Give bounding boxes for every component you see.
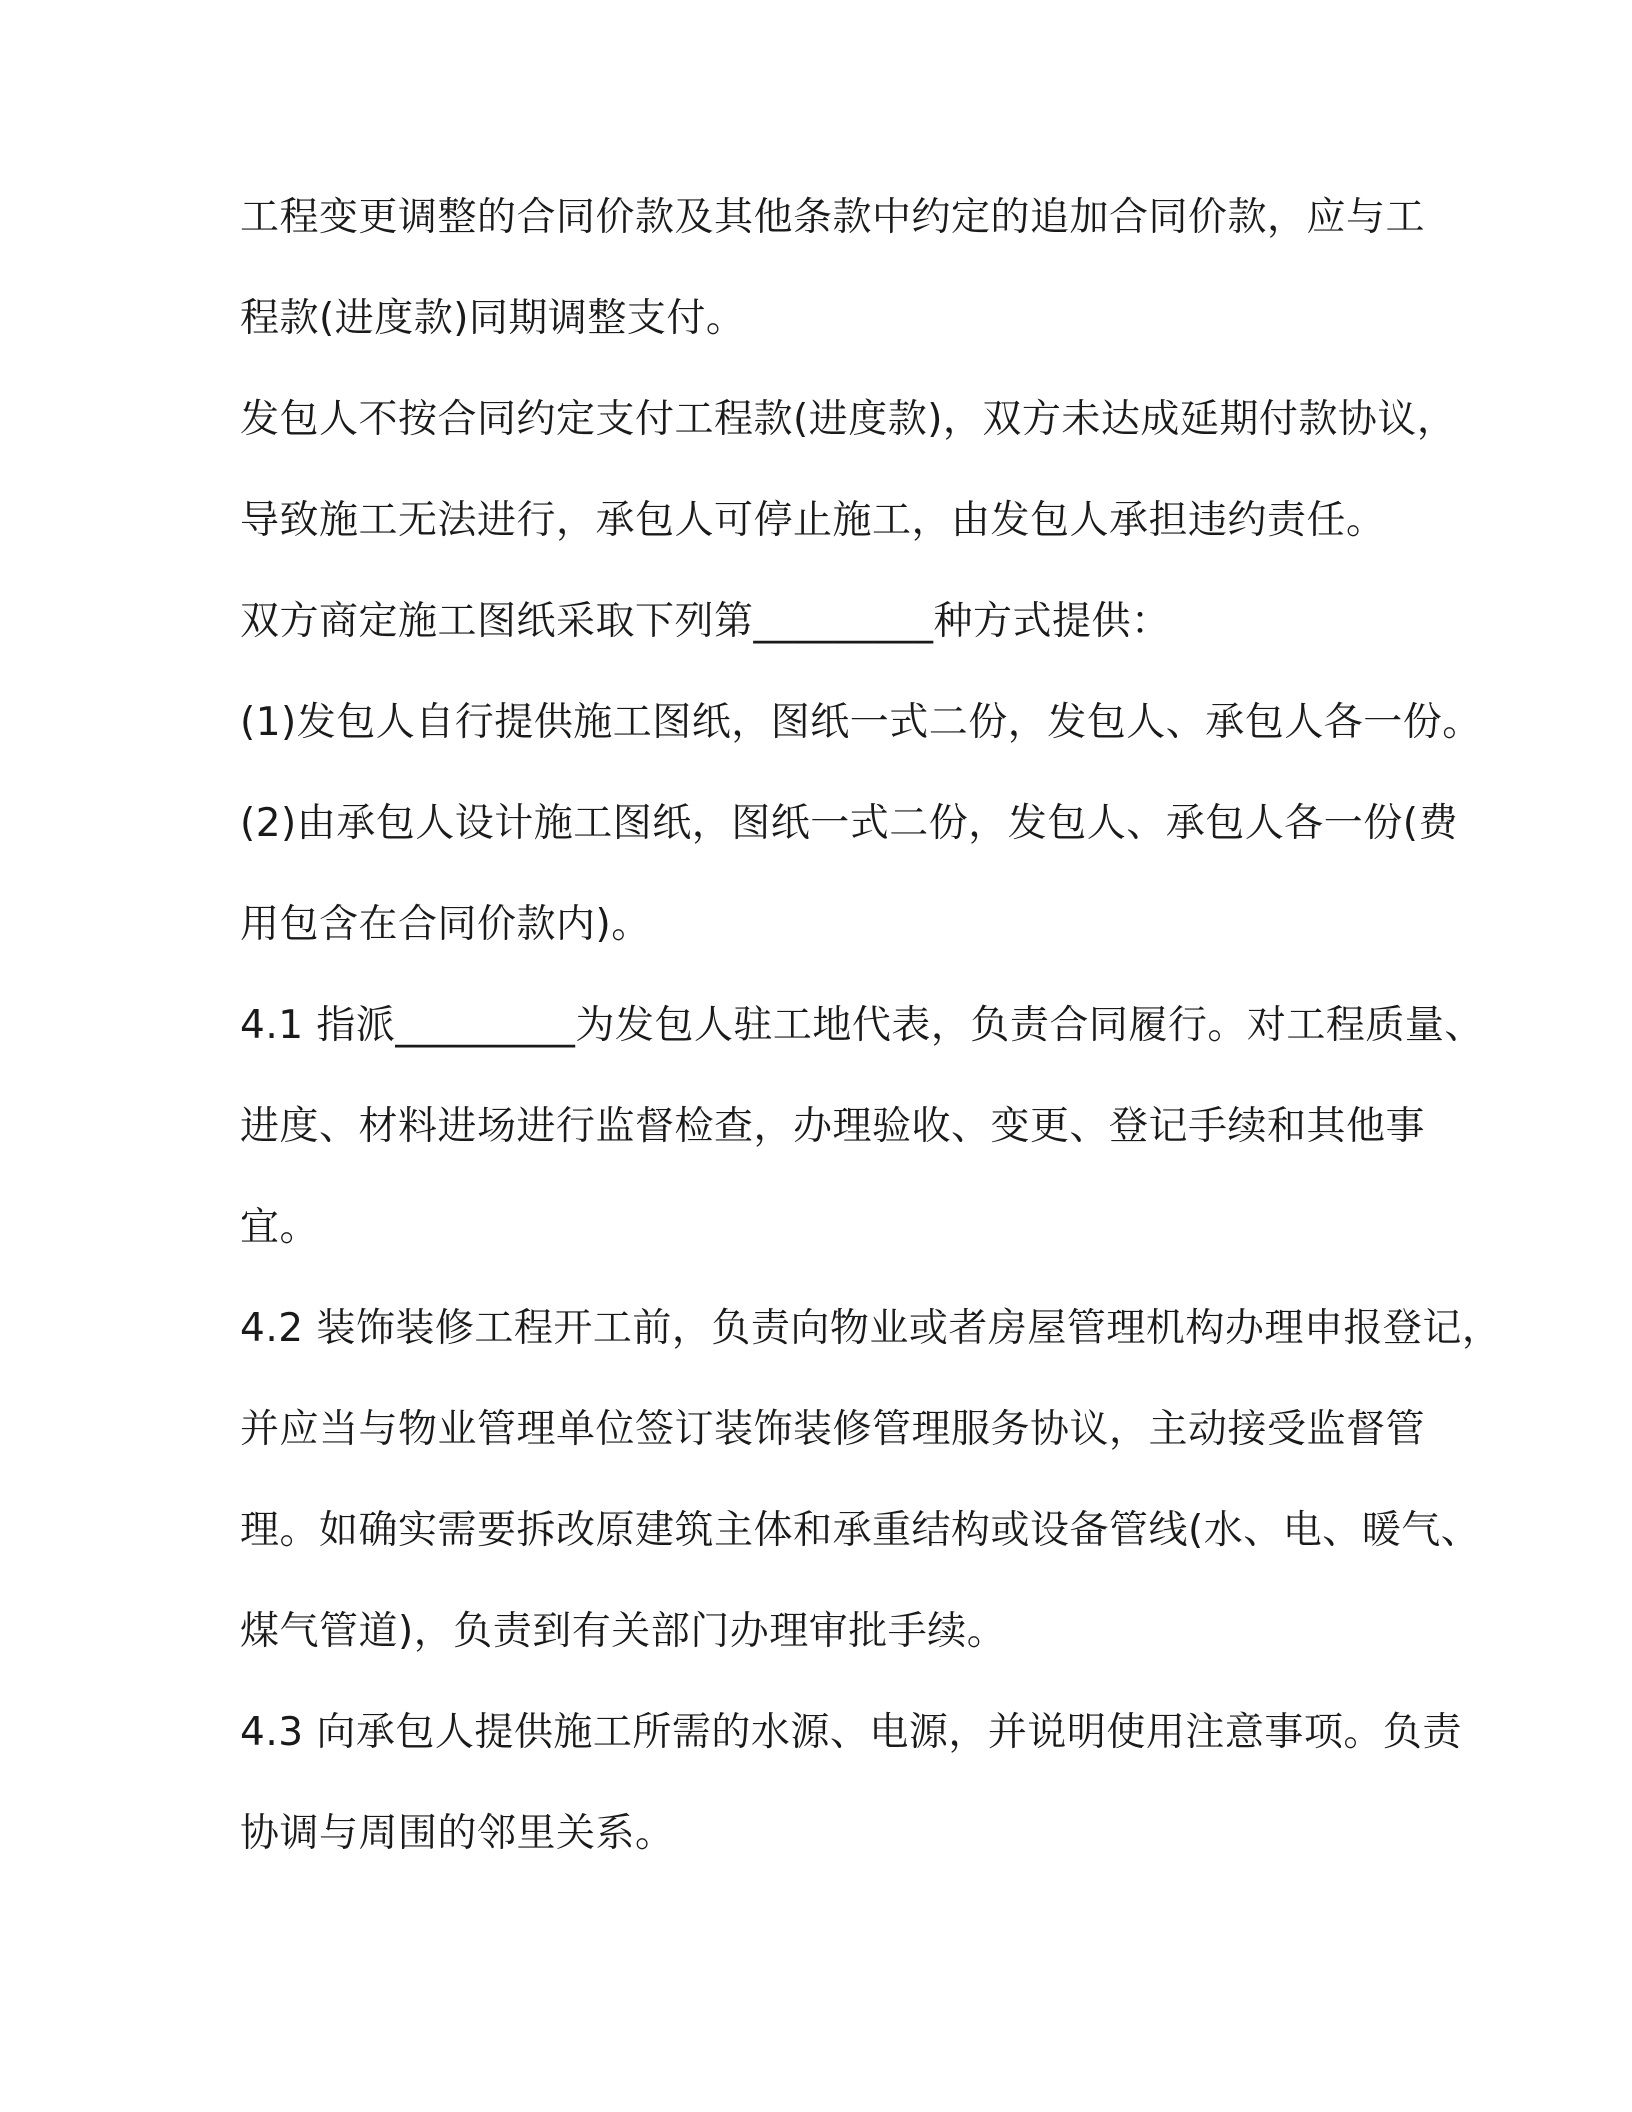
text-line: 煤气管道)，负责到有关部门办理审批手续。 [240, 1609, 1007, 1654]
text-line: 4.3 向承包人提供施工所需的水源、电源，并说明使用注意事项。负责 [240, 1710, 1462, 1755]
text-line: 发包人不按合同约定支付工程款(进度款)，双方未达成延期付款协议， [240, 397, 1457, 442]
text-line: 4.1 指派_________为发包人驻工地代表，负责合同履行。对工程质量、 [240, 1003, 1484, 1048]
text-line: 4.2 装饰装修工程开工前，负责向物业或者房屋管理机构办理申报登记， [240, 1306, 1502, 1351]
text-line: (2)由承包人设计施工图纸，图纸一式二份，发包人、承包人各一份(费 [240, 801, 1458, 846]
contract-text-body [240, 180, 1502, 1897]
text-line: (1)发包人自行提供施工图纸，图纸一式二份，发包人、承包人各一份。 [240, 700, 1482, 745]
text-line: 导致施工无法进行，承包人可停止施工，由发包人承担违约责任。 [240, 498, 1386, 543]
text-line: 程款(进度款)同期调整支付。 [240, 296, 746, 341]
text-line: 工程变更调整的合同价款及其他条款中约定的追加合同价款，应与工 [240, 195, 1426, 240]
text-line: 双方商定施工图纸采取下列第_________种方式提供： [240, 599, 1171, 644]
text-line: 并应当与物业管理单位签订装饰装修管理服务协议，主动接受监督管 [240, 1407, 1426, 1452]
text-line: 进度、材料进场进行监督检查，办理验收、变更、登记手续和其他事 [240, 1104, 1426, 1149]
text-line: 用包含在合同价款内)。 [240, 902, 651, 947]
text-line: 理。如确实需要拆改原建筑主体和承重结构或设备管线(水、电、暖气、 [240, 1508, 1481, 1553]
text-line: 宜。 [240, 1205, 320, 1250]
text-line: 协调与周围的邻里关系。 [240, 1811, 675, 1856]
